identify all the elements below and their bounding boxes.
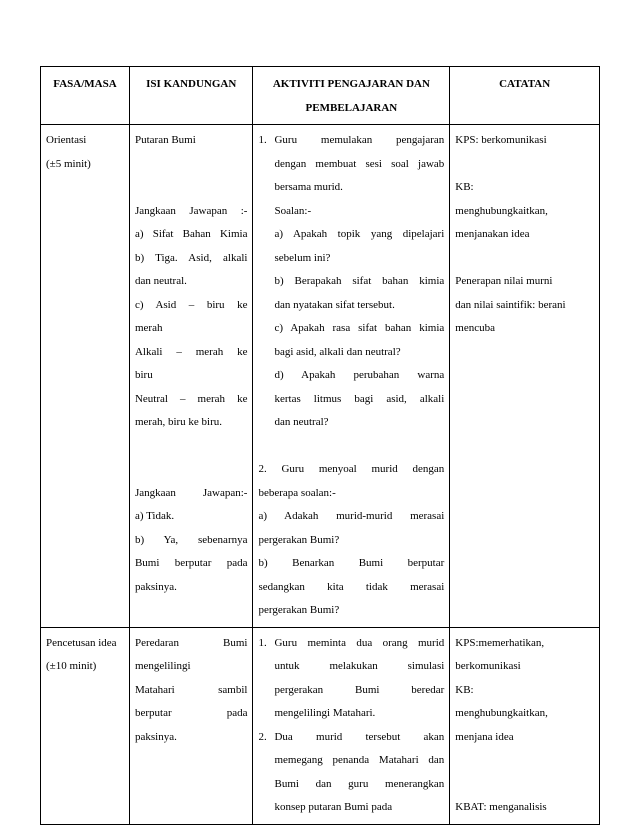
text-line: bersama murid. [274, 181, 343, 193]
text-line: Putaran Bumi [134, 134, 196, 146]
text-line: b) Berapakah sifat bahan kimia [274, 275, 445, 287]
text-line: KPS:memerhatikan, [455, 636, 545, 649]
text-line: mengelilingi [134, 660, 191, 672]
text-line: biru [134, 369, 153, 381]
text-line: Penerapan nilai murni [455, 275, 553, 287]
text-line: dan nyatakan sifat tersebut. [274, 298, 395, 311]
header-fasa: FASA/MASA [41, 67, 130, 125]
text-line: paksinya. [134, 580, 177, 593]
text-line: Jangkaan Jawapan :- [134, 204, 248, 217]
cell-aktiviti [253, 125, 450, 628]
text-line: dan nilai saintifik: berani [455, 298, 566, 311]
item-number: 1. [258, 636, 267, 649]
text-line: untuk melakukan simulasi [274, 660, 445, 672]
text-line: merah [134, 322, 163, 334]
text-line: sedangkan kita tidak merasai [258, 580, 445, 593]
header-row [41, 67, 600, 125]
lesson-plan-table [40, 66, 600, 825]
cell-catatan [450, 125, 600, 628]
text-line: menghubungkaitkan, [455, 707, 548, 719]
cell-fasa [41, 627, 130, 824]
text-line: Guru memulakan pengajaran [274, 134, 445, 146]
text-line: Alkali – merah ke [134, 345, 248, 358]
text-line: menjanakan idea [455, 228, 530, 240]
text-line: c) Apakah rasa sifat bahan kimia [274, 322, 445, 334]
text-line: pergerakan Bumi? [258, 533, 340, 546]
text-line: Bumi dan guru menerangkan [274, 777, 445, 790]
table-row-orientasi [41, 125, 600, 628]
text-line: 2. Guru menyoal murid dengan [258, 463, 445, 475]
text-line: a) Sifat Bahan Kimia [134, 228, 248, 240]
cell-isi [129, 627, 253, 824]
item-number: 1. [258, 134, 267, 146]
text-line: d) Apakah perubahan warna [274, 369, 445, 381]
header-catatan: CATATAN [450, 67, 600, 125]
text-line: Bumi berputar pada [134, 557, 248, 569]
text-line: KB: [455, 683, 474, 696]
header-isi: ISI KANDUNGAN [129, 67, 253, 125]
text-line: KBAT: menganalisis [455, 801, 547, 813]
text-line: konsep putaran Bumi pada [274, 801, 393, 813]
text-line: Pencetusan idea [46, 636, 117, 649]
text-line: b) Benarkan Bumi berputar [258, 557, 445, 569]
text-line: beberapa soalan:- [258, 486, 336, 499]
text-line: (±5 minit) [46, 157, 91, 170]
text-line: menjana idea [455, 730, 514, 743]
text-line: Jangkaan Jawapan:- [134, 486, 248, 499]
text-line: a) Apakah topik yang dipelajari [274, 228, 445, 240]
text-line: merah, biru ke biru. [134, 416, 223, 428]
cell-fasa [41, 125, 130, 628]
header-aktiviti-line2: PEMBELAJARAN [305, 101, 398, 114]
text-line: berputar pada [134, 707, 248, 719]
text-line: dengan membuat sesi soal jawab [274, 157, 445, 170]
table-row-pencetusan [41, 627, 600, 824]
text-line: pergerakan Bumi beredar [274, 683, 445, 696]
text-line: berkomunikasi [455, 660, 521, 672]
text-line: Matahari sambil [134, 683, 248, 696]
text-line: bagi asid, alkali dan neutral? [274, 345, 401, 358]
item-number: 2. [258, 730, 267, 743]
text-line: paksinya. [134, 730, 177, 743]
text-line: Orientasi [46, 134, 87, 146]
cell-catatan [450, 627, 600, 824]
text-line: Dua murid tersebut akan [274, 730, 445, 743]
text-line: a) Tidak. [134, 510, 175, 522]
text-line: mencuba [455, 322, 495, 334]
text-line: b) Tiga. Asid, alkali [134, 251, 248, 264]
header-aktiviti [253, 67, 450, 125]
header-aktiviti-line1: AKTIVITI PENGAJARAN DAN [272, 78, 430, 90]
text-line: a) Adakah murid-murid merasai [258, 510, 445, 522]
text-line: sebelum ini? [274, 251, 331, 264]
cell-aktiviti [253, 627, 450, 824]
text-line: Neutral – merah ke [134, 392, 248, 405]
text-line: mengelilingi Matahari. [274, 707, 376, 719]
text-line: Soalan:- [274, 204, 312, 217]
text-line: Guru meminta dua orang murid [274, 636, 445, 649]
text-line: b) Ya, sebenarnya [134, 533, 248, 546]
text-line: KB: [455, 181, 474, 193]
text-line: menghubungkaitkan, [455, 204, 548, 217]
text-line: c) Asid – biru ke [134, 298, 248, 311]
text-line: (±10 minit) [46, 660, 97, 672]
text-line: dan neutral? [274, 416, 329, 428]
text-line: pergerakan Bumi? [258, 604, 340, 616]
text-line: kertas litmus bagi asid, alkali [274, 392, 445, 405]
text-line: dan neutral. [134, 275, 187, 287]
text-line: Peredaran Bumi [134, 636, 248, 649]
text-line: memegang penanda Matahari dan [274, 754, 445, 766]
text-line: KPS: berkomunikasi [455, 134, 547, 146]
cell-isi [129, 125, 253, 628]
